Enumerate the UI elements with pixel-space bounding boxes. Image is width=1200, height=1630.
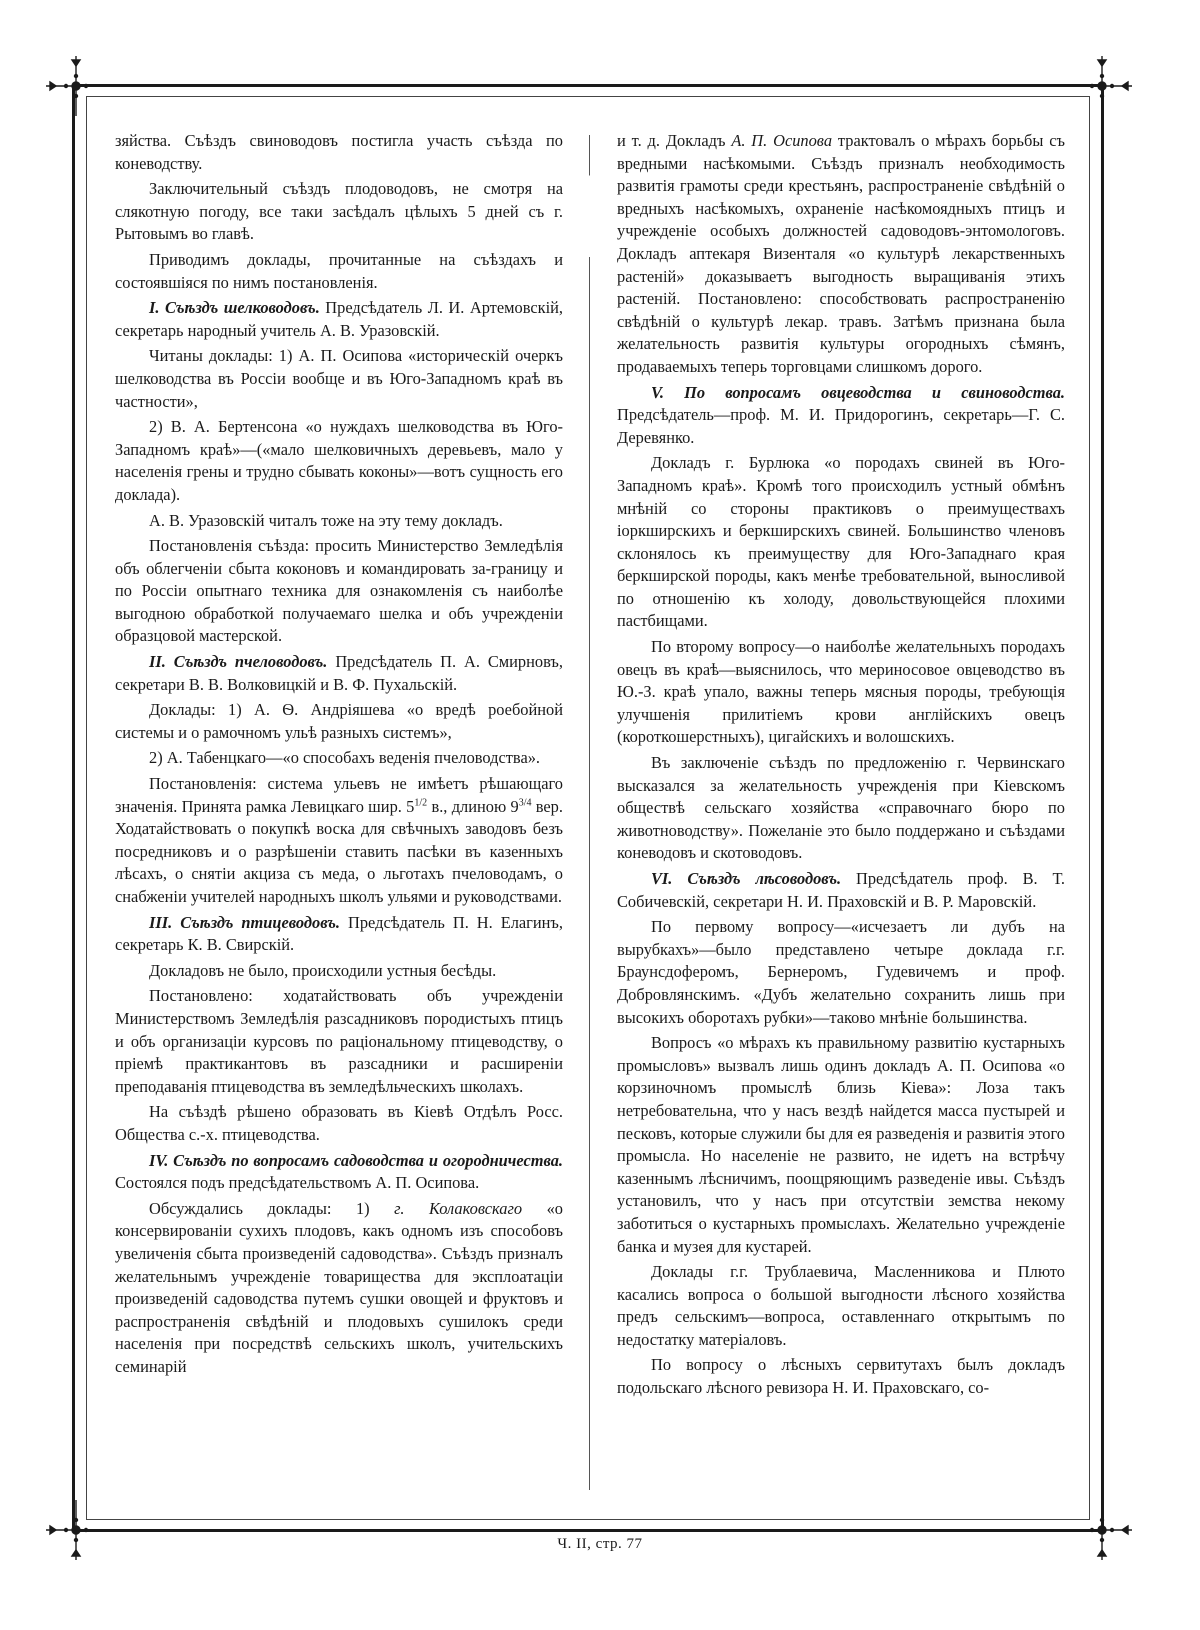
section-heading: II. Съѣздъ пчеловодовъ. [149, 652, 328, 672]
text-run: Обсуждались доклады: 1) [149, 1198, 395, 1218]
fraction: 3/4 [518, 797, 532, 809]
paragraph: Докладъ г. Бурлюка «о породахъ свиней въ Юго-Западномъ краѣ». Кромѣ того происходилъ устный обмѣнъ мнѣнiй со стороны практиковъ о преимуществахъ iоркширскихъ и беркширскихъ свиней. Большинство членовъ склонялось къ преимуществу для Юго-Западнаго края беркширской породы, какъ менѣе требовательной, выносливой по отношенiю къ холоду, довольствующейся плохими пастбищами. [617, 453, 1065, 631]
section-heading: III. Съѣздъ птицеводовъ. [149, 912, 341, 932]
section-paragraph [115, 651, 563, 696]
paragraph: Постановленiя съѣзда: просить Министерство Земледѣлiя объ облегченiи сбыта коконовъ и командировать за-границу и по Россiи опытнаго техника для ознакомленiя съ наиболѣе выгодною обработкой получаемаго шелка и объ учрежденiи образцовой мастерской. [115, 536, 563, 646]
paragraph: Постановлено: ходатайствовать объ учрежденiи Министерствомъ Земледѣлiя разсадниковъ породистыхъ птицъ и объ организацiи курсовъ по рацiональному птицеводству, о прiемѣ практикантовъ въ разсадники и расширенiи преподаванiя птицеводства въ земледѣльческихъ школахъ. [115, 986, 563, 1096]
paragraph: Доклады: 1) А. Ѳ. Андрiяшева «о вредѣ роебойной системы и о рамочномъ ульѣ разныхъ системъ», [115, 700, 563, 742]
paragraph: На съѣздѣ рѣшено образовать въ Кiевѣ Отдѣлъ Росс. Общества с.-х. птицеводства. [115, 1102, 563, 1144]
paragraph: Доклады г.г. Трублаевича, Масленникова и Плюто касались вопроса о большой выгодности лѣсного хозяйства предъ сельскимъ—вопроса, оставленнаго открытымъ по недостатку матерiаловъ. [617, 1262, 1065, 1349]
text-run: и т. д. Докладъ [617, 131, 732, 150]
page-number: Ч. II, стр. 77 [557, 1536, 643, 1552]
section-heading: I. Съѣздъ шелководовъ. [149, 298, 320, 318]
paragraph: Приводимъ доклады, прочитанные на съѣздахъ и состоявшiяся по нимъ постановленiя. [115, 249, 563, 292]
paragraph [115, 773, 563, 909]
section-paragraph [617, 382, 1065, 450]
section-paragraph [115, 297, 563, 342]
text-run: Постановленiя: система ульевъ не имѣетъ рѣшающаго значенiя. Принята рамка Левицкаго шир. 5 [115, 774, 563, 816]
left-column [115, 130, 563, 1381]
right-column [617, 130, 1065, 1403]
section-text: Предсѣдатель П. А. Смирновъ, секретари В. В. Волковицкiй и В. Ф. Пухальскiй. [115, 652, 563, 694]
author-name: г. Колаковскаго [394, 1198, 523, 1218]
section-heading: VI. Съѣздъ лѣсоводовъ. [651, 869, 842, 888]
section-heading: V. По вопросамъ овцеводства и свиноводства. [651, 382, 1065, 402]
paragraph: По вопросу о лѣсныхъ сервитутахъ былъ докладъ подольскаго лѣсного ревизора Н. И. Праховскаго, со- [617, 1355, 1065, 1398]
paragraph [617, 130, 1065, 379]
author-name: А. П. Осипова [731, 131, 833, 150]
section-text: Предсѣдатель Л. И. Артемовскiй, секретарь народный учитель А. В. Уразовскiй. [115, 298, 563, 340]
corner-ornament-icon [1072, 56, 1132, 116]
corner-ornament-icon [46, 56, 106, 116]
paragraph [115, 1198, 563, 1379]
paragraph: Въ заключенiе съѣздъ по предложенiю г. Червинскаго высказался за желательность учрежденiя при Кiевскомъ обществѣ сельскаго хозяйства «справочнаго бюро по животноводству». Пожеланiе это было поддержано и съѣздами коневодовъ и скотоводовъ. [617, 753, 1065, 863]
section-heading: IV. Съѣздъ по вопросамъ садоводства и огородничества. [149, 1150, 563, 1170]
section-text: Предсѣдатель—проф. М. И. Придорогинъ, секретарь—Г. С. Деревянко. [617, 405, 1065, 447]
column-divider [589, 135, 590, 1490]
paragraph: Читаны доклады: 1) А. П. Осипова «историческiй очеркъ шелководства въ Россiи вообще и въ Юго-Западномъ краѣ въ частности», [115, 346, 563, 411]
paragraph: 2) В. А. Бертенсона «о нуждахъ шелководства въ Юго-Западномъ краѣ»—(«мало шелковичныхъ деревьевъ, мало у населенiя грены и трудно сбывать коконы»—вотъ сущность его доклада). [115, 417, 563, 504]
paragraph: А. В. Уразовскiй читалъ тоже на эту тему докладъ. [149, 510, 503, 530]
text-run: в., длиною 9 [427, 796, 519, 816]
section-paragraph [617, 868, 1065, 913]
paragraph: Вопросъ «о мѣрахъ къ правильному развитiю кустарныхъ промысловъ» вызвалъ лишь одинъ докладъ А. П. Осипова «о корзиночномъ промыслѣ близь Кiева»: Лоза такъ нетребовательна, что у насъ вездѣ найдется масса пустырей и песковъ, которые служили бы для ея разведенiя и развитiя этого промысла. Но населенiе не развито, не идетъ на встрѣчу казеннымъ лѣсничимъ, поощряющимъ разведенiе ивы. Съѣздъ установилъ, что у насъ при отсутствiи земства некому заботиться о кустарныхъ промыслахъ. Желательно учрежденiе банка и музея для кустарей. [617, 1033, 1065, 1256]
section-text: Предсѣдатель проф. В. Т. Собичевскiй, секретари Н. И. Праховскiй и В. Р. Маровскiй. [617, 869, 1065, 911]
paragraph: Докладовъ не было, происходили устныя бесѣды. [149, 960, 497, 980]
section-paragraph [115, 1150, 563, 1195]
section-text: Предсѣдатель П. Н. Елагинъ, секретарь К. В. Свирскiй. [115, 912, 563, 955]
paragraph: 2) А. Табенцкаго—«о способахъ веденiя пчеловодства». [149, 748, 541, 768]
text-run: «о консервированiи сухихъ плодовъ, какъ одномъ изъ способовъ увеличенiя сбыта произведенiй садоводства». Съѣздъ призналъ желательнымъ учрежденiе товарищества для эксплоатацiи произведенiй садоводства путемъ сушки овощей и фруктовъ и распространенiя свѣдѣнiй и плодовыхъ сушилокъ среди населенiя при посредствѣ сельскихъ школъ, учительскихъ семинарiй [115, 1198, 563, 1376]
section-paragraph [115, 912, 563, 957]
section-text: Состоялся подъ предсѣдательствомъ А. П. Осипова. [115, 1173, 480, 1193]
text-run: вер. Ходатайствовать о покупкѣ воска для свѣчныхъ заводовъ безъ посредниковъ и о разрѣшенiи ставить пасѣки въ казенныхъ лѣсахъ, о снятiи акциза съ меда, о льготахъ пчеловодамъ, о снабженiи учителей народныхъ школъ ульями и руководствами. [115, 796, 563, 906]
paragraph: По первому вопросу—«исчезаетъ ли дубъ на вырубкахъ»—было представлено четыре доклада г.г. Браунсдоферомъ, Бернеромъ, Гудевичемъ и проф. Добровлянскимъ. «Дубъ желательно сохранить лишь при высокихъ оборотахъ рубки»—таково мнѣнiе большинства. [617, 917, 1065, 1027]
text-run: трактовалъ о мѣрахъ борьбы съ вредными насѣкомыми. Съѣздъ призналъ необходимость развитiя грамоты среди крестьянъ, распространенiе свѣдѣнiй о вредныхъ насѣкомыхъ, охраненiе насѣкомоядныхъ птицъ и учрежденiе особыхъ должностей садоводовъ-энтомологовъ. Докладъ аптекаря Визенталя «о культурѣ лекарственныхъ растенiй» доказываетъ выгодность выращиванiя этихъ растенiй. Постановлено: способствовать распространенiю свѣдѣнiй о культурѣ лекар. травъ. Затѣмъ признана была желательность развитiя культуры огородныхъ сѣмянъ, продаваемыхъ теперь торговцами слишкомъ дорого. [617, 131, 1065, 376]
fraction: 1/2 [414, 797, 428, 809]
paragraph: зяйства. Съѣздъ свиноводовъ постигла участь съѣзда по коневодству. [115, 131, 563, 173]
paragraph: Заключительный съѣздъ плодоводовъ, не смотря на слякотную погоду, все таки засѣдалъ цѣлыхъ 5 дней съ г. Рытовымъ во главѣ. [115, 179, 563, 244]
paragraph: По второму вопросу—о наиболѣе желательныхъ породахъ овецъ въ краѣ—выяснилось, что мериносовое овцеводство въ Ю.-З. краѣ упало, важны теперь мясныя породы, требующiя улучшенiя прилитiемъ крови англiйскихъ овецъ (короткошерстныхъ), цигайскихъ и волошскихъ. [617, 637, 1065, 747]
